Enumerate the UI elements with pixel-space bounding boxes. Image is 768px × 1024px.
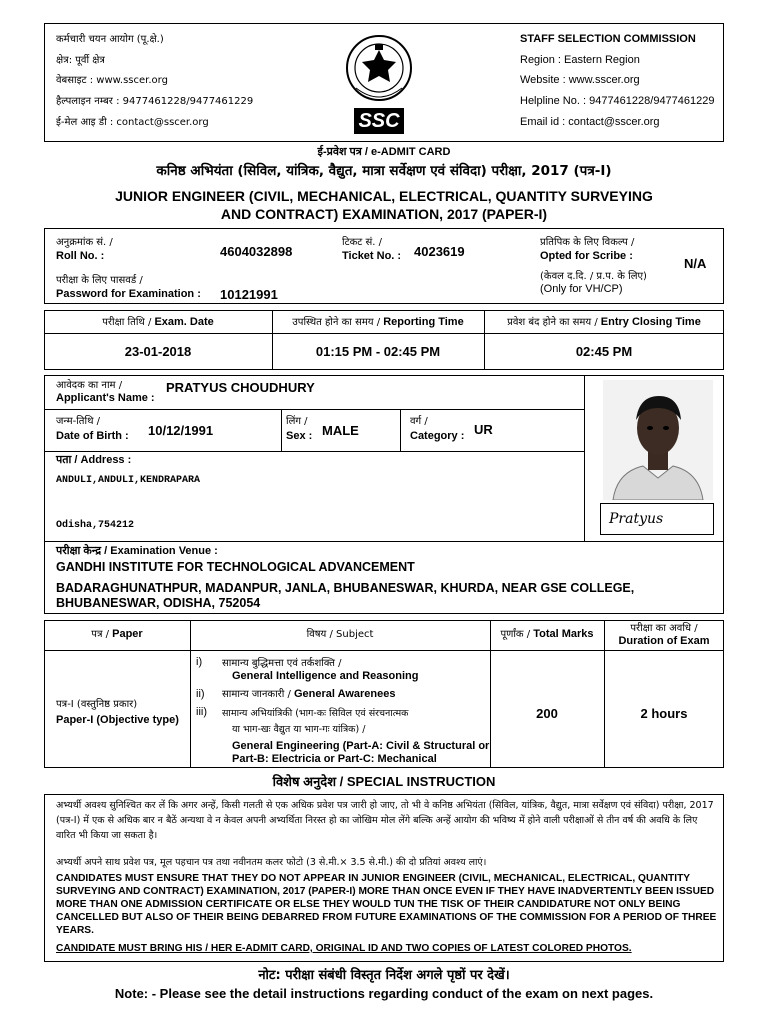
header-email: Email id : contact@sscer.org bbox=[520, 116, 660, 128]
venue-label: परीक्षा केन्द्र / Examination Venue : bbox=[56, 545, 218, 557]
ssc-logo bbox=[344, 30, 414, 138]
ticket-label: Ticket No. : bbox=[342, 250, 402, 262]
subject-2-no: ii) bbox=[196, 688, 205, 700]
signature-text: Pratyus bbox=[609, 511, 664, 527]
dob-label-hi: जन्म-तिथि / bbox=[56, 416, 101, 427]
closing-label-hi: प्रवेश बंद होने का समय / bbox=[507, 317, 598, 328]
applicant-row-1 bbox=[44, 409, 584, 410]
marks-header-en: Total Marks bbox=[533, 628, 594, 640]
instruction-hi-line2: अभ्यर्थी अपने साथ प्रवेश पत्र, मूल पहचान पत्र तथा नवीनतम कलर फोटो (3 से.मी.× 3.5 से.मी.) की दो प्रतियां अवश्य लाएं। bbox=[56, 857, 487, 868]
ssc-logo-text: SSC bbox=[358, 110, 400, 132]
subject-3-hi-2: या भाग-खः वैद्युत या भाग-गः यांत्रिक) / bbox=[232, 724, 366, 735]
closing-label: Entry Closing Time bbox=[600, 316, 701, 328]
closing-time-value: 02:45 PM bbox=[575, 344, 633, 359]
instruction-hi-para: अभ्यर्थी अवश्य सुनिश्चित कर लें कि अगर अन्हें, किसी गलती से एक अधिक प्रवेश पत्र जारी हो जाए, तो भी वे कनिष्ठ अभियंता (सिविल, यांत्रिक, वैद्युत, मात्रा सर्वेक्षण एवं संविदा) परीक्षा, 2017 (पत्र-I) में एक से अधिक बार न बैठें अन्यथा वे न केवल अपनी अभ्यर्थिता निरस्त हो का जोखिम मोल लेंगे बल्कि अन्हें आयोग की भविष्य में होने वाली परीक्षाओं से तीन वर्ष की अवधि के लिए वारित भी किया जा सकता है। bbox=[56, 800, 714, 841]
applicant-photo bbox=[603, 380, 713, 500]
admit-card-title: ई-प्रवेश पत्र / e-ADMIT CARD bbox=[317, 146, 451, 158]
scribe-label-hi: प्रतिपिक के लिए विकल्प / bbox=[540, 237, 635, 248]
scribe-label: Opted for Scribe : bbox=[540, 250, 633, 262]
paper-header-en: Paper bbox=[112, 628, 143, 640]
special-instruction-heading: विशेष अनुदेश / SPECIAL INSTRUCTION bbox=[272, 774, 496, 789]
subject-1: General Intelligence and Reasoning bbox=[232, 670, 419, 682]
subject-1-hi: सामान्य बुद्धिमत्ता एवं तर्कशक्ति / bbox=[222, 658, 342, 669]
sex-value: MALE bbox=[322, 423, 359, 438]
instruction-en-para: CANDIDATES MUST ENSURE THAT THEY DO NOT APPEAR IN JUNIOR ENGINEER (CIVIL, MECHANICAL, ELECTRICAL, QUANTITY SURVEYING AND CONTRACT) EXAMINATION, 2017 (PAPER-I) MORE THAN ONCE EVEN IF THEY HAVE INADVERTENTLY BEEN ISSUED MORE THAN ONE ADMISSION CERTIFICATE OR ELSE THEY WOULD TUN THE TISK OF THEIR CANDIDATURE NOT ONLY BEING CANCELLED BUT ALSO OF THEIR BEING DEBARRED FROM FUTURE EXAMINATIONS OF THE COMMISSION FOR A PERIOD OF THREE YEARS. bbox=[56, 873, 717, 936]
exam-title-hi: कनिष्ठ अभियंता (सिविल, यांत्रिक, वैद्युत, मात्रा सर्वेक्षण एवं संविदा) परीक्षा, 2017 (पत्र-I) bbox=[156, 163, 612, 179]
paper-name: Paper-I (Objective type) bbox=[56, 714, 179, 726]
closing-time-header bbox=[484, 316, 724, 329]
subject-3-2: Part-B: Electricia or Part-C: Mechanical bbox=[232, 753, 437, 765]
subject-2-en: General Awarenees bbox=[293, 688, 396, 700]
duration-value: 2 hours bbox=[640, 706, 688, 721]
total-marks-value: 200 bbox=[536, 706, 558, 721]
ticket-label-hi: टिकट सं. / bbox=[342, 237, 383, 248]
header-website: Website : www.sscer.org bbox=[520, 74, 640, 86]
header-helpline: Helpline No. : 9477461228/9477461229 bbox=[520, 95, 715, 107]
reporting-label-hi: उपस्थित होने का समय / bbox=[292, 317, 381, 328]
subject-2 bbox=[222, 688, 396, 701]
paper-table-header-line bbox=[44, 650, 724, 651]
applicant-row-2 bbox=[44, 451, 584, 452]
reporting-label: Reporting Time bbox=[383, 316, 464, 328]
header-region-hi: क्षेत्र: पूर्वी क्षेत्र bbox=[56, 55, 105, 66]
duration-header-hi: परीक्षा का अवधि / bbox=[630, 623, 698, 634]
password-value: 10121991 bbox=[220, 287, 278, 302]
header-org-hi: कर्मचारी चयन आयोग (पू.क्षे.) bbox=[56, 34, 164, 45]
paper-header bbox=[44, 628, 190, 641]
header-helpline-hi: हैल्पलाइन नम्बर : 9477461228/9477461229 bbox=[56, 96, 254, 107]
person-photo-icon bbox=[603, 380, 713, 500]
subject-3-no: iii) bbox=[196, 706, 207, 718]
paper-header-hi: पत्र / bbox=[91, 629, 110, 640]
password-label-hi: परीक्षा के लिए पासवर्ड / bbox=[56, 275, 143, 286]
header-org: STAFF SELECTION COMMISSION bbox=[520, 33, 696, 45]
address-line-1: ANDULI,ANDULI,KENDRAPARA bbox=[56, 475, 201, 486]
applicant-name-value: PRATYUS CHOUDHURY bbox=[166, 380, 315, 395]
scribe-value: N/A bbox=[684, 256, 707, 271]
venue-address-1: BADARAGHUNATHPUR, MADANPUR, JANLA, BHUBANESWAR, KHURDA, NEAR GSE COLLEGE, bbox=[56, 581, 635, 595]
roll-label: Roll No. : bbox=[56, 250, 105, 262]
paper-name-hi: पत्र-I (वस्तुनिष्ठ प्रकार) bbox=[56, 699, 138, 710]
scribe-note: (Only for VH/CP) bbox=[540, 283, 623, 295]
reporting-time-header bbox=[272, 316, 484, 329]
paper-col-2 bbox=[490, 620, 491, 768]
paper-col-1 bbox=[190, 620, 191, 768]
footer-note-en: Note: - Please see the detail instructions regarding conduct of the exam on next pages. bbox=[114, 986, 654, 1001]
dob-label: Date of Birth : bbox=[56, 430, 129, 442]
instruction-en-line2: CANDIDATE MUST BRING HIS / HER E-ADMIT CARD, ORIGINAL ID AND TWO COPIES OF LATEST COLORED PHOTOS. bbox=[56, 943, 632, 954]
exam-title-en-1: JUNIOR ENGINEER (CIVIL, MECHANICAL, ELECTRICAL, QUANTITY SURVEYING bbox=[115, 188, 653, 204]
scribe-note-hi: (केवल द.दि. / प्र.प. के लिए) bbox=[540, 271, 647, 282]
venue-address-2: BHUBANESWAR, ODISHA, 752054 bbox=[56, 596, 261, 610]
header-region: Region : Eastern Region bbox=[520, 54, 640, 66]
roll-value: 4604032898 bbox=[220, 244, 293, 259]
password-label: Password for Examination : bbox=[56, 288, 201, 300]
category-value: UR bbox=[474, 422, 493, 437]
reporting-time-value: 01:15 PM - 02:45 PM bbox=[315, 344, 441, 359]
exam-title-en-2: AND CONTRACT) EXAMINATION, 2017 (PAPER-I) bbox=[220, 206, 548, 222]
marks-header bbox=[490, 628, 604, 641]
header-email-hi: ई-मेल आइ डी : contact@sscer.org bbox=[56, 117, 209, 128]
roll-label-hi: अनुक्रमांक सं. / bbox=[56, 237, 113, 248]
subject-3-hi-1: सामान्य अभियांत्रिकी (भाग-कः सिविल एवं संरचनात्मक bbox=[222, 708, 409, 719]
category-label: Category : bbox=[410, 430, 465, 442]
dob-sex-divider bbox=[281, 409, 282, 451]
address-label: पता / Address : bbox=[56, 454, 132, 466]
venue-name: GANDHI INSTITUTE FOR TECHNOLOGICAL ADVANCEMENT bbox=[56, 560, 415, 574]
dob-value: 10/12/1991 bbox=[148, 423, 214, 438]
address-line-2: Odisha,754212 bbox=[56, 520, 135, 531]
exam-date-label-hi: परीक्षा तिथि / bbox=[102, 317, 152, 328]
applicant-signature bbox=[600, 503, 714, 535]
ticket-value: 4023619 bbox=[414, 244, 465, 259]
header-website-hi: वेबसाइट : www.sscer.org bbox=[56, 75, 168, 86]
exam-date-value: 23-01-2018 bbox=[124, 344, 192, 359]
subject-2-hi: सामान्य जानकारी / bbox=[222, 689, 291, 700]
footer-note-hi: नोट: परीक्षा संबंधी विस्तृत निर्देश अगले पृष्ठों पर देखें। bbox=[258, 968, 510, 983]
subject-1-no: i) bbox=[196, 656, 203, 668]
sex-label: Sex : bbox=[286, 430, 313, 442]
applicant-row-3 bbox=[44, 541, 724, 542]
schedule-divider bbox=[44, 333, 724, 334]
exam-date-header bbox=[44, 316, 272, 329]
sex-category-divider bbox=[400, 409, 401, 451]
duration-header: Duration of Exam bbox=[618, 635, 710, 647]
subject-header: विषय / Subject bbox=[306, 629, 374, 640]
marks-header-hi: पूर्णांक / bbox=[500, 629, 531, 640]
exam-date-label: Exam. Date bbox=[154, 316, 214, 328]
sex-label-hi: लिंग / bbox=[286, 416, 308, 427]
subject-3-1: General Engineering (Part-A: Civil & Structural or bbox=[232, 740, 490, 752]
category-label-hi: वर्ग / bbox=[410, 416, 428, 427]
name-label: Applicant's Name : bbox=[56, 392, 155, 404]
name-label-hi: आवेदक का नाम / bbox=[56, 380, 123, 391]
applicant-photo-divider bbox=[584, 375, 585, 541]
